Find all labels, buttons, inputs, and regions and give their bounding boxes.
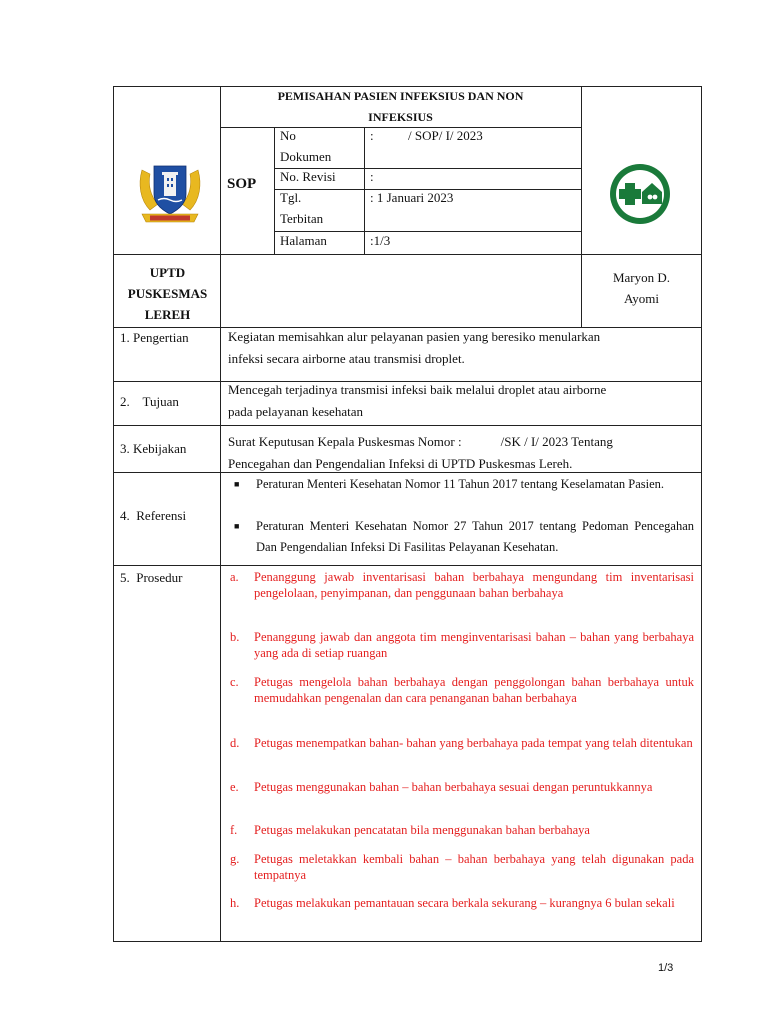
row-sep-referensi [113, 565, 702, 566]
title-line-2: INFEKSIUS [368, 110, 433, 124]
procedure-letter: b. [230, 630, 240, 644]
section-label-kebijakan: 3. Kebijakan [120, 441, 187, 456]
org-line-1: UPTD [149, 265, 186, 280]
row-sep-tujuan [113, 425, 702, 426]
procedure-item [230, 569, 694, 601]
section-body-kebijakan: Surat Keputusan Kepala Puskesmas Nomor : /SK / I/ 2023 Tentang Pencegahan dan Pengendalian Infeksi di UPTD Puskesmas Lereh. [228, 434, 613, 471]
procedure-item [230, 895, 694, 911]
section-label-pengertian: 1. Pengertian [120, 330, 189, 345]
field-label-halaman: Halaman [280, 233, 327, 248]
referensi-item: ■ Peraturan Menteri Kesehatan Nomor 11 Tahun 2017 tentang Keselamatan Pasien. [234, 474, 694, 495]
table-border-right [701, 86, 702, 942]
procedure-item [230, 851, 694, 883]
procedure-text: Petugas melakukan pemantauan secara berkala sekurang – kurangnya 6 bulan sekali [254, 896, 675, 910]
procedure-letter: c. [230, 675, 239, 689]
header-bottom-line [113, 254, 702, 255]
procedure-text: Penanggung jawab dan anggota tim menginventarisasi bahan – bahan yang berbahaya yang ada di setiap ruangan [254, 630, 694, 660]
procedure-letter: a. [230, 570, 239, 584]
section-label-tujuan: 2. Tujuan [120, 394, 179, 409]
procedure-text: Petugas melakukan pencatatan bila menggunakan bahan berbahaya [254, 823, 590, 837]
field-sep-no-dokumen: : [370, 128, 374, 143]
procedure-letter: g. [230, 852, 240, 866]
organization-name [114, 262, 221, 325]
procedure-item [230, 674, 694, 706]
sop-label: SOP [227, 176, 257, 192]
title-line-1: PEMISAHAN PASIEN INFEKSIUS DAN NON [277, 89, 524, 103]
puskesmas-logo-icon [602, 162, 678, 226]
procedure-item [230, 735, 694, 751]
org-line-2: PUSKESMAS [127, 286, 208, 301]
org-line-3: LEREH [144, 307, 191, 322]
section-label-referensi: 4. Referensi [120, 508, 187, 523]
procedure-item [230, 822, 694, 838]
procedure-text: Petugas mengelola bahan berbahaya dengan penggolongan bahan berbahaya untuk memudahkan pengenalan dan cara penanganan bahan berbahaya [254, 675, 694, 705]
field-value-divider [364, 127, 365, 254]
signer-name [582, 267, 701, 309]
table-border-bottom [113, 941, 702, 942]
procedure-text: Petugas menggunakan bahan – bahan berbahaya sesuai dengan peruntukkannya [254, 780, 653, 794]
column-divider-left [220, 86, 221, 942]
bullet-icon: ■ [234, 479, 240, 489]
field-label-no-dokumen: No Dokumen [280, 128, 332, 164]
section-body-tujuan: Mencegah terjadinya transmisi infeksi baik melalui droplet atau airborne pada pelayanan kesehatan [228, 382, 607, 419]
procedure-letter: d. [230, 736, 240, 750]
field-label-tgl-terbitan: Tgl. Terbitan [280, 190, 324, 226]
sop-field-divider [274, 127, 275, 254]
field-value-no-dokumen: / SOP/ I/ 2023 [408, 128, 483, 143]
referensi-item: ■ Peraturan Menteri Kesehatan Nomor 27 Tahun 2017 tentang Pedoman Pencegahan Dan Pengendalian Infeksi Di Fasilitas Pelayanan Kesehatan. [234, 516, 694, 558]
procedure-item [230, 779, 694, 795]
procedure-letter: h. [230, 896, 240, 910]
bullet-icon: ■ [234, 521, 240, 531]
procedure-text: Petugas menempatkan bahan- bahan yang berbahaya pada tempat yang telah ditentukan [254, 736, 693, 750]
procedure-text: Petugas meletakkan kembali bahan – bahan berbahaya yang telah digunakan pada tempatnya [254, 852, 694, 882]
signer-line-2: Ayomi [624, 291, 659, 306]
document-title [221, 86, 580, 128]
field-sep-no-revisi: : [370, 169, 374, 184]
procedure-text: Penanggung jawab inventarisasi bahan berbahaya mengundang tim inventarisasi pengelolaan, penyimpanan, dan penggunaan bahan berbahaya [254, 570, 694, 600]
procedure-item [230, 629, 694, 661]
field-value-halaman: :1/3 [370, 233, 391, 248]
field-label-no-revisi: No. Revisi [280, 169, 336, 184]
regency-emblem-icon [136, 160, 204, 226]
field-value-tgl-terbitan: : 1 Januari 2023 [370, 190, 454, 205]
section-label-prosedur: 5. Prosedur [120, 570, 183, 585]
page-number: 1/3 [658, 962, 674, 974]
procedure-letter: f. [230, 823, 238, 837]
section-body-pengertian: Kegiatan memisahkan alur pelayanan pasien yang beresiko menularkan infeksi secara airborne atau transmisi droplet. [228, 329, 601, 366]
table-border-left [113, 86, 114, 942]
signer-line-1: Maryon D. [612, 270, 671, 285]
procedure-letter: e. [230, 780, 239, 794]
